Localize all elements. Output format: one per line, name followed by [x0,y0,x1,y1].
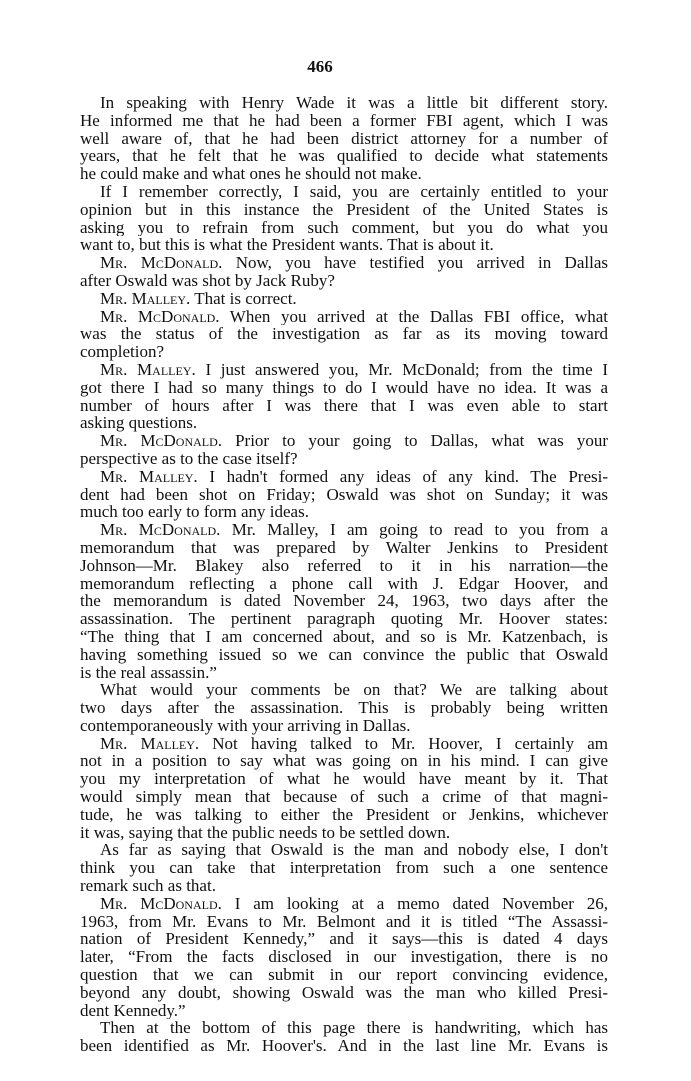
text-line [80,432,608,450]
testimony-paragraph [80,735,608,842]
speaker-name: Mr. McDonald. [100,894,222,913]
text-line [80,308,608,326]
line-text: would simply mean that because of such a crime of that magni- [80,788,608,806]
line-text: think you can take that interpretation from such a one sentence [80,859,608,878]
text-line [80,130,608,148]
text-line [80,94,608,112]
text-line [80,219,608,237]
line-text: When you arrived at the Dallas FBI office, what [219,307,608,326]
text-line [80,575,608,593]
testimony-paragraph [80,521,608,681]
line-text: In speaking with Henry Wade it was a little bit different story. [100,94,608,112]
line-text: I hadn't formed any ideas of any kind. The Presi- [197,467,608,486]
text-line [80,859,608,877]
speaker-name: Mr. McDonald. [100,307,220,326]
testimony-paragraph [80,361,608,432]
line-text: well aware of, that he had been district attorney for a number of [80,129,608,148]
line-text: want to, but this is what the President wants. That is about it. [80,236,494,255]
speaker-name: Mr. Malley. [100,734,200,753]
paragraph [80,681,608,734]
line-text: Then at the bottom of this page there is handwriting, which has [100,1019,608,1038]
text-line [80,895,608,913]
text-line [80,948,608,966]
text-line [80,735,608,753]
text-line [80,539,608,557]
line-text: number of hours after I was there that I was even able to start [80,396,608,415]
line-text: been identified as Mr. Hoover's. And in the last line Mr. Evans is [80,1037,608,1056]
text-line [80,147,608,165]
line-text: memorandum that was prepared by Walter Jenkins to President [80,538,608,557]
line-text: I just answered you, Mr. McDonald; from the time I [195,360,608,379]
body-text [80,94,608,1055]
line-text: dent had been shot on Friday; Oswald was shot on Sunday; it was [80,485,608,504]
speaker-name: Mr. McDonald. [100,432,223,450]
text-line [80,165,608,183]
text-line [80,699,608,717]
line-text: “The thing that I am concerned about, and so is Mr. Katzenbach, is [80,627,608,646]
line-text: was the status of the investigation as far as its moving toward [80,325,608,344]
text-line [80,824,608,842]
line-text: completion? [80,343,165,361]
text-line [80,806,608,824]
text-line [80,664,608,682]
text-line [80,557,608,575]
line-text: after Oswald was shot by Jack Ruby? [80,271,335,290]
line-text: two days after the assassination. This is probably being written [80,699,608,717]
line-text: What would your comments be on that? We are talking about [100,681,608,700]
line-text: later, “From the facts disclosed in our investigation, there is no [80,948,608,967]
text-line [80,752,608,770]
line-text: tude, he was talking to either the President or Jenkins, whichever [80,805,608,824]
speaker-name: Mr. Malley. [100,289,191,308]
line-text: Johnson—Mr. Blakey also referred to it in his narration—the [80,556,608,575]
text-line [80,503,608,521]
text-line [80,788,608,806]
text-line [80,913,608,931]
paragraph [80,94,608,183]
line-text: I am looking at a memo dated November 26, [221,894,608,913]
text-line [80,1037,608,1055]
text-line [80,343,608,361]
paragraph [80,1019,608,1055]
line-text: got there I had so many things to do I would have no idea. It was a [80,378,608,397]
line-text: it was, saying that the public needs to be settled down. [80,823,451,842]
text-line [80,468,608,486]
text-line [80,646,608,664]
line-text: Now, you have testified you arrived in Dallas [222,254,608,272]
line-text: much too early to form any ideas. [80,503,309,522]
line-text: opinion but in this instance the President of the United States is [80,200,608,219]
text-line [80,254,608,272]
text-line [80,770,608,788]
line-text: contemporaneously with your arriving in Dallas. [80,716,411,735]
text-line [80,681,608,699]
paragraph [80,183,608,254]
text-line [80,841,608,859]
line-text: having something issued so we can convince the public that Oswald [80,645,608,664]
text-line [80,236,608,254]
text-line [80,521,608,539]
speaker-name: Mr. Malley. [100,467,198,486]
text-line [80,610,608,628]
text-line [80,361,608,379]
text-line [80,414,608,432]
line-text: dent Kennedy.” [80,1001,186,1020]
text-line [80,966,608,984]
testimony-paragraph [80,290,608,308]
text-line [80,984,608,1002]
line-text: Mr. Malley, I am going to read to you from a [220,521,608,539]
testimony-paragraph [80,468,608,521]
line-text: beyond any doubt, showing Oswald was the man who killed Presi- [80,983,608,1002]
testimony-paragraph [80,254,608,290]
testimony-paragraph [80,308,608,361]
speaker-name: Mr. McDonald. [100,254,223,272]
line-text: Not having talked to Mr. Hoover, I certainly am [199,734,608,753]
line-text: 1963, from Mr. Evans to Mr. Belmont and it is titled “The Assassi- [80,912,608,931]
text-line [80,628,608,646]
line-text: As far as saying that Oswald is the man and nobody else, I don't [100,841,608,860]
text-line [80,450,608,468]
text-line [80,112,608,130]
line-text: asking you to refrain from such comment, but you do what you [80,218,608,237]
line-text: you my interpretation of what he would have meant by it. That [80,770,608,789]
testimony-paragraph [80,895,608,1020]
line-text: years, that he felt that he was qualified to decide what statements [80,147,608,166]
line-text: question that we can submit in our report convincing evidence, [80,966,608,984]
text-line [80,930,608,948]
line-text: He informed me that he had been a former FBI agent, which I was [80,111,608,130]
text-line [80,325,608,343]
line-text: is the real assassin.” [80,663,217,682]
page-number: 466 [307,57,333,76]
text-line [80,201,608,219]
speaker-name: Mr. Malley. [100,360,196,379]
line-text: remark such as that. [80,877,216,895]
paragraph [80,841,608,894]
text-line [80,877,608,895]
line-text: he could make and what ones he should not make. [80,165,422,183]
line-text: perspective as to the case itself? [80,449,298,468]
line-text: memorandum reflecting a phone call with J. Edgar Hoover, and [80,574,608,593]
text-line [80,592,608,610]
text-line [80,183,608,201]
text-line [80,397,608,415]
line-text: not in a position to say what was going on in his mind. I can give [80,752,608,771]
text-line [80,486,608,504]
text-line [80,1002,608,1020]
line-text: the memorandum is dated November 24, 1963, two days after the [80,592,608,611]
line-text: asking questions. [80,414,198,433]
text-line [80,290,608,308]
text-line [80,1019,608,1037]
speaker-name: Mr. McDonald. [100,521,221,539]
line-text: assassination. The pertinent paragraph quoting Mr. Hoover states: [80,610,608,628]
text-line [80,272,608,290]
line-text: nation of President Kennedy,” and it says—this is dated 4 days [80,930,608,949]
line-text: That is correct. [190,289,297,308]
text-line [80,379,608,397]
text-line [80,717,608,735]
line-text: Prior to your going to Dallas, what was your [222,432,608,450]
testimony-paragraph [80,432,608,468]
line-text: If I remember correctly, I said, you are certainly entitled to your [100,182,608,201]
